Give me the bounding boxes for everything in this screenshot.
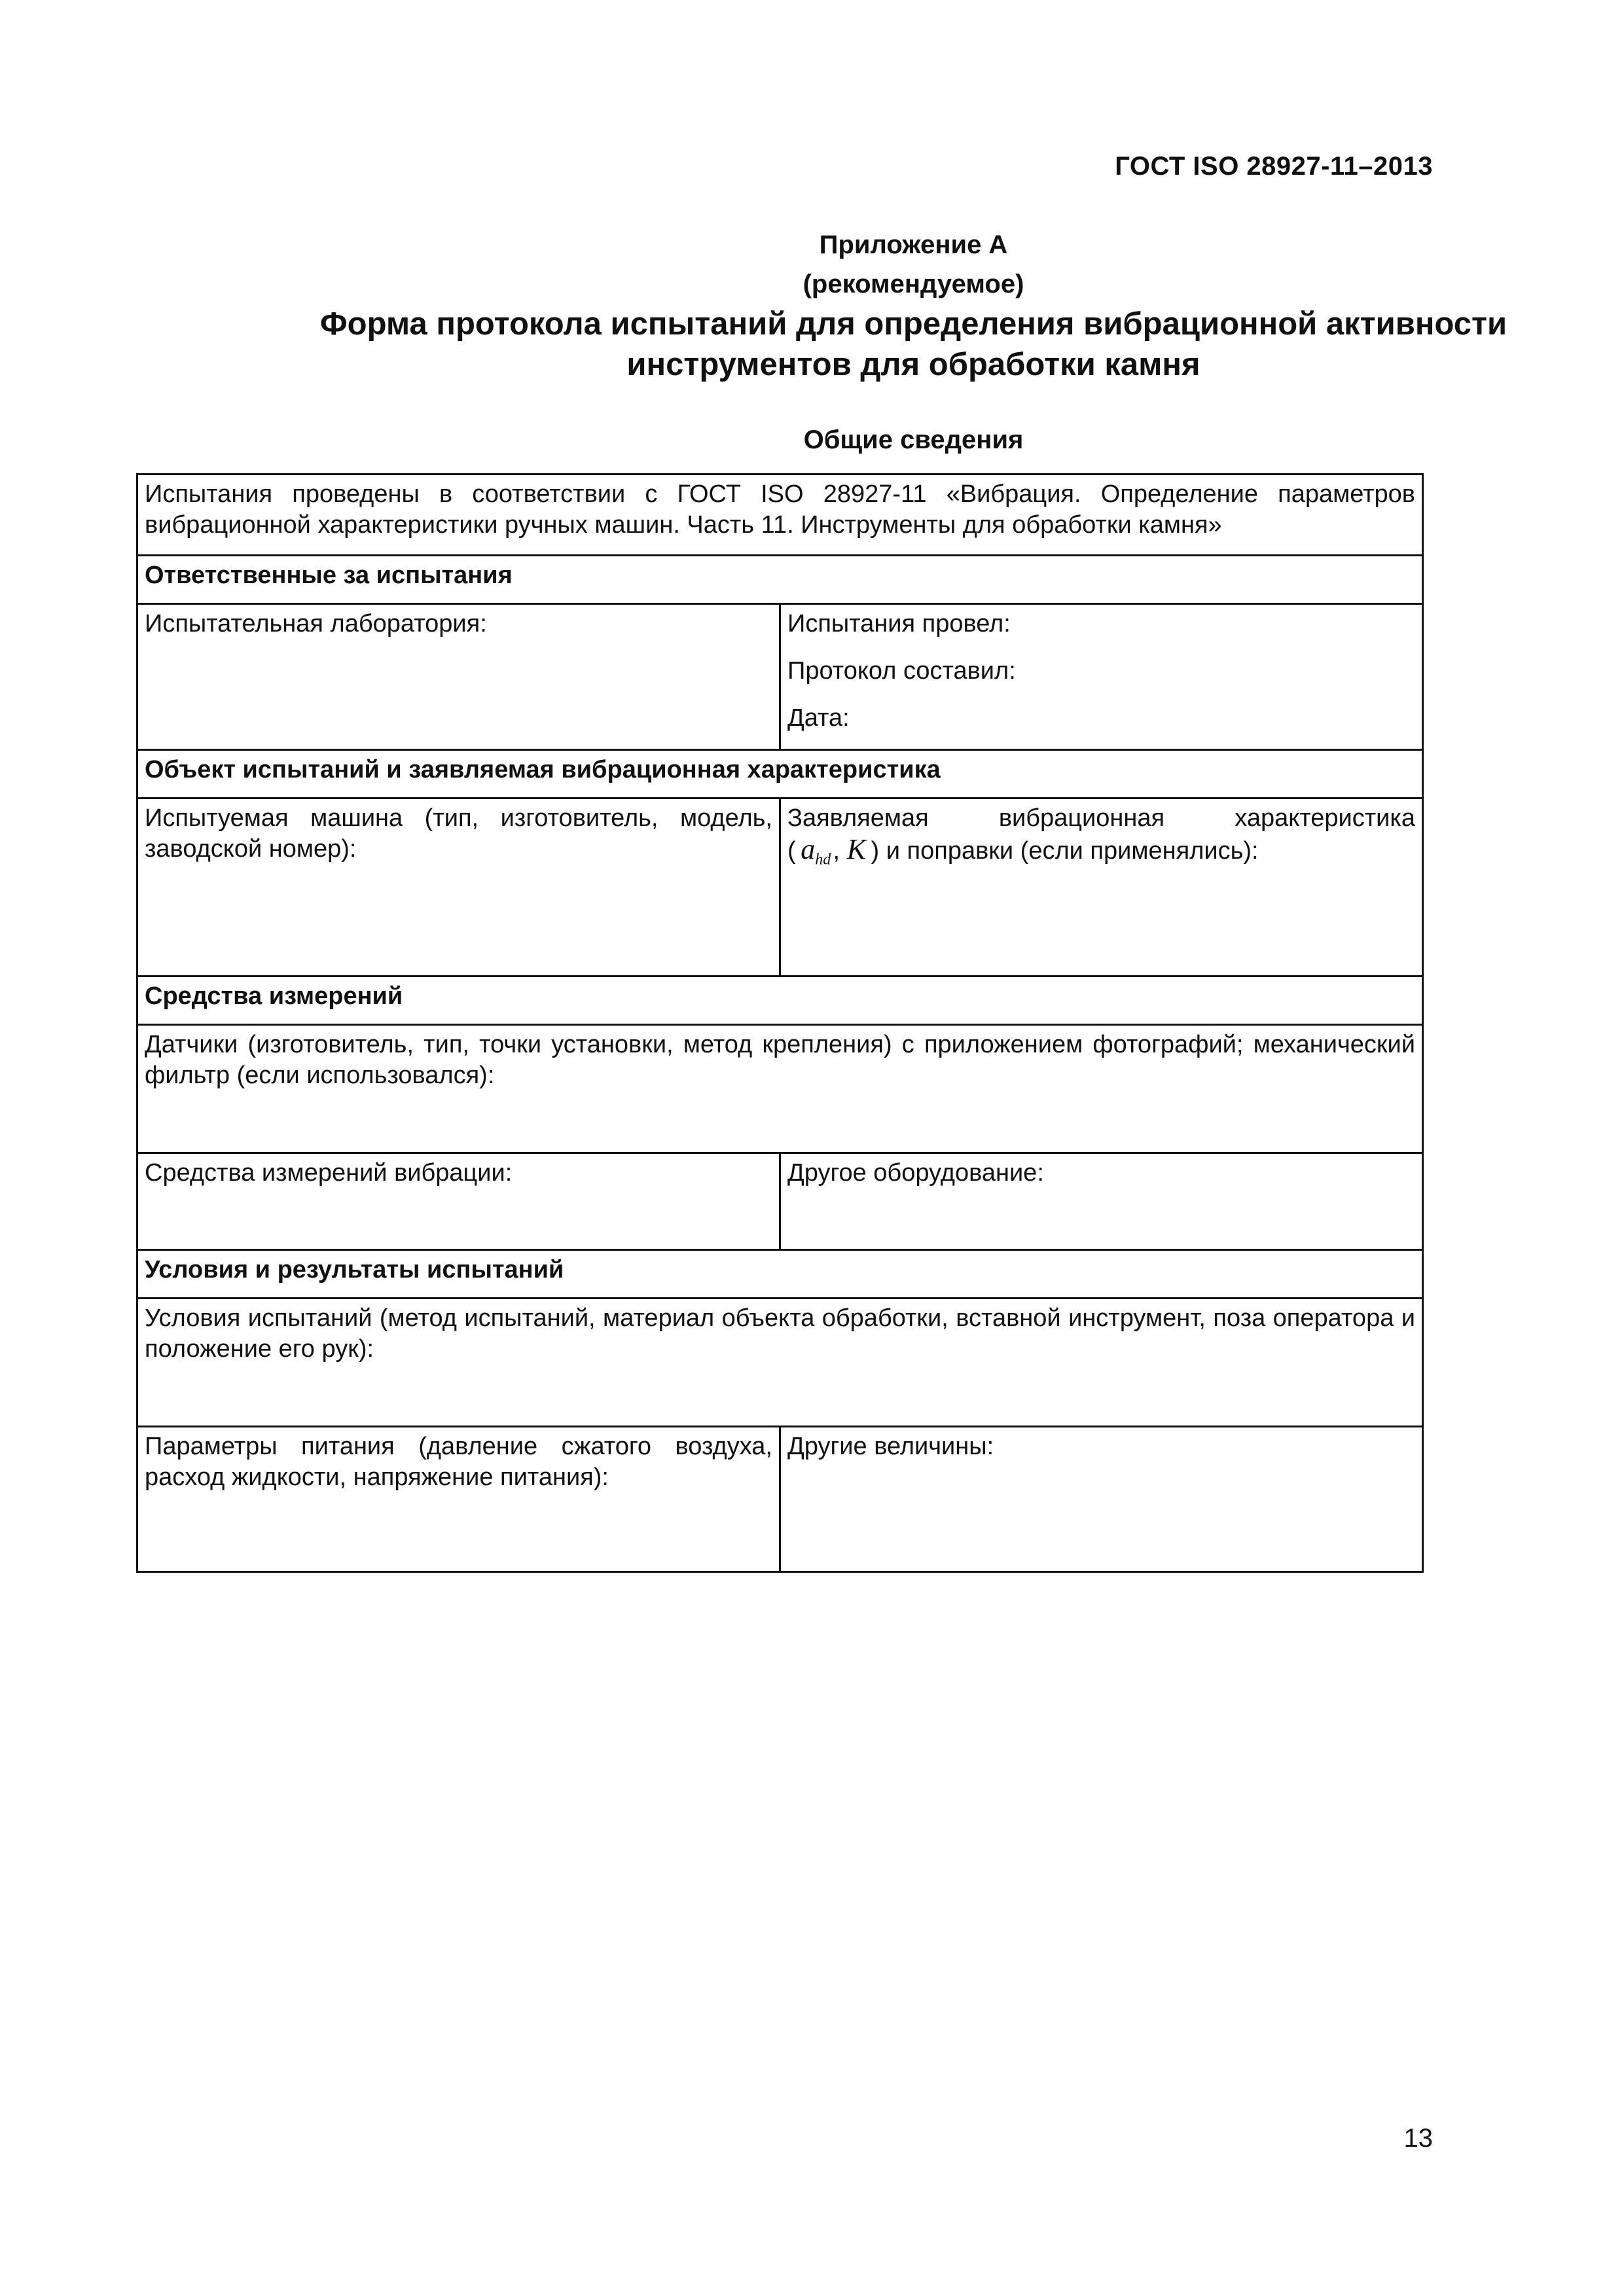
vibration-instruments-cell: Средства измерений вибрации:	[137, 1153, 780, 1250]
declared-word-3: характеристика	[1235, 804, 1415, 832]
page-number: 13	[1403, 2124, 1433, 2153]
section-caption: Общие сведения	[803, 425, 1024, 454]
object-row	[137, 798, 1423, 977]
other-values-cell: Другие величины:	[780, 1427, 1423, 1572]
instruments-heading-row	[137, 977, 1423, 1025]
symbol-hd: hd	[815, 851, 831, 869]
sensors-row	[137, 1025, 1423, 1153]
annex-title-line-2: инструментов для обработки камня	[626, 347, 1200, 382]
intro-row	[137, 475, 1423, 556]
standard-id: ГОСТ ISO 28927-11–2013	[1115, 152, 1433, 181]
intro-cell: Испытания проведены в соответствии с ГОСТ ISO 28927-11 «Вибрация. Определение параметров вибрационной характеристики ручных машин. Часть 11. Инструменты для обработки камня»	[137, 475, 1423, 556]
sensors-cell: Датчики (изготовитель, тип, точки установки, метод крепления) с приложением фотографий; механический фильтр (если использовался):	[137, 1025, 1423, 1153]
responsible-people-cell	[780, 604, 1423, 750]
responsible-heading-row	[137, 556, 1423, 604]
annex-title	[101, 304, 1624, 385]
test-conditions-cell: Условия испытаний (метод испытаний, материал объекта обработки, вставной инструмент, поза оператора и положение его рук):	[137, 1299, 1423, 1427]
declared-prefix	[787, 803, 1415, 834]
conditions-heading-row	[137, 1250, 1423, 1299]
other-equipment-cell: Другое оборудование:	[780, 1153, 1423, 1250]
test-report-form	[136, 473, 1424, 1573]
power-row	[137, 1427, 1423, 1572]
lab-cell: Испытательная лаборатория:	[137, 604, 780, 750]
object-heading: Объект испытаний и заявляемая вибрационная характеристика	[137, 750, 1423, 798]
declared-suffix: и поправки (если применялись):	[886, 837, 1259, 865]
symbol-k: K	[846, 833, 866, 865]
declared-formula-line: ( $a_{hd}$ , K ) и поправки (если применялись):	[787, 833, 1259, 869]
object-heading-row	[137, 750, 1423, 798]
date-label: Дата:	[787, 704, 850, 732]
report-by-label: Протокол составил:	[787, 657, 1016, 685]
declared-word-1: Заявляемая	[787, 804, 929, 832]
conditions-heading: Условия и результаты испытаний	[137, 1250, 1423, 1299]
responsible-row	[137, 604, 1423, 750]
conducted-by-label: Испытания провел:	[787, 610, 1011, 637]
responsible-heading: Ответственные за испытания	[137, 556, 1423, 604]
declared-characteristic-cell	[780, 798, 1423, 977]
annex-title-line-1: Форма протокола испытаний для определения вибрационной активности	[319, 306, 1507, 342]
annex-label: Приложение А	[819, 230, 1008, 259]
power-params-cell: Параметры питания (давление сжатого воздуха, расход жидкости, напряжение питания):	[137, 1427, 780, 1572]
symbol-a: a	[801, 833, 816, 865]
declared-word-2: вибрационная	[998, 804, 1165, 832]
instruments-heading: Средства измерений	[137, 977, 1423, 1025]
test-conditions-row	[137, 1299, 1423, 1427]
equipment-row	[137, 1153, 1423, 1250]
machine-cell: Испытуемая машина (тип, изготовитель, модель, заводской номер):	[137, 798, 780, 977]
annex-status: (рекомендуемое)	[803, 270, 1024, 298]
